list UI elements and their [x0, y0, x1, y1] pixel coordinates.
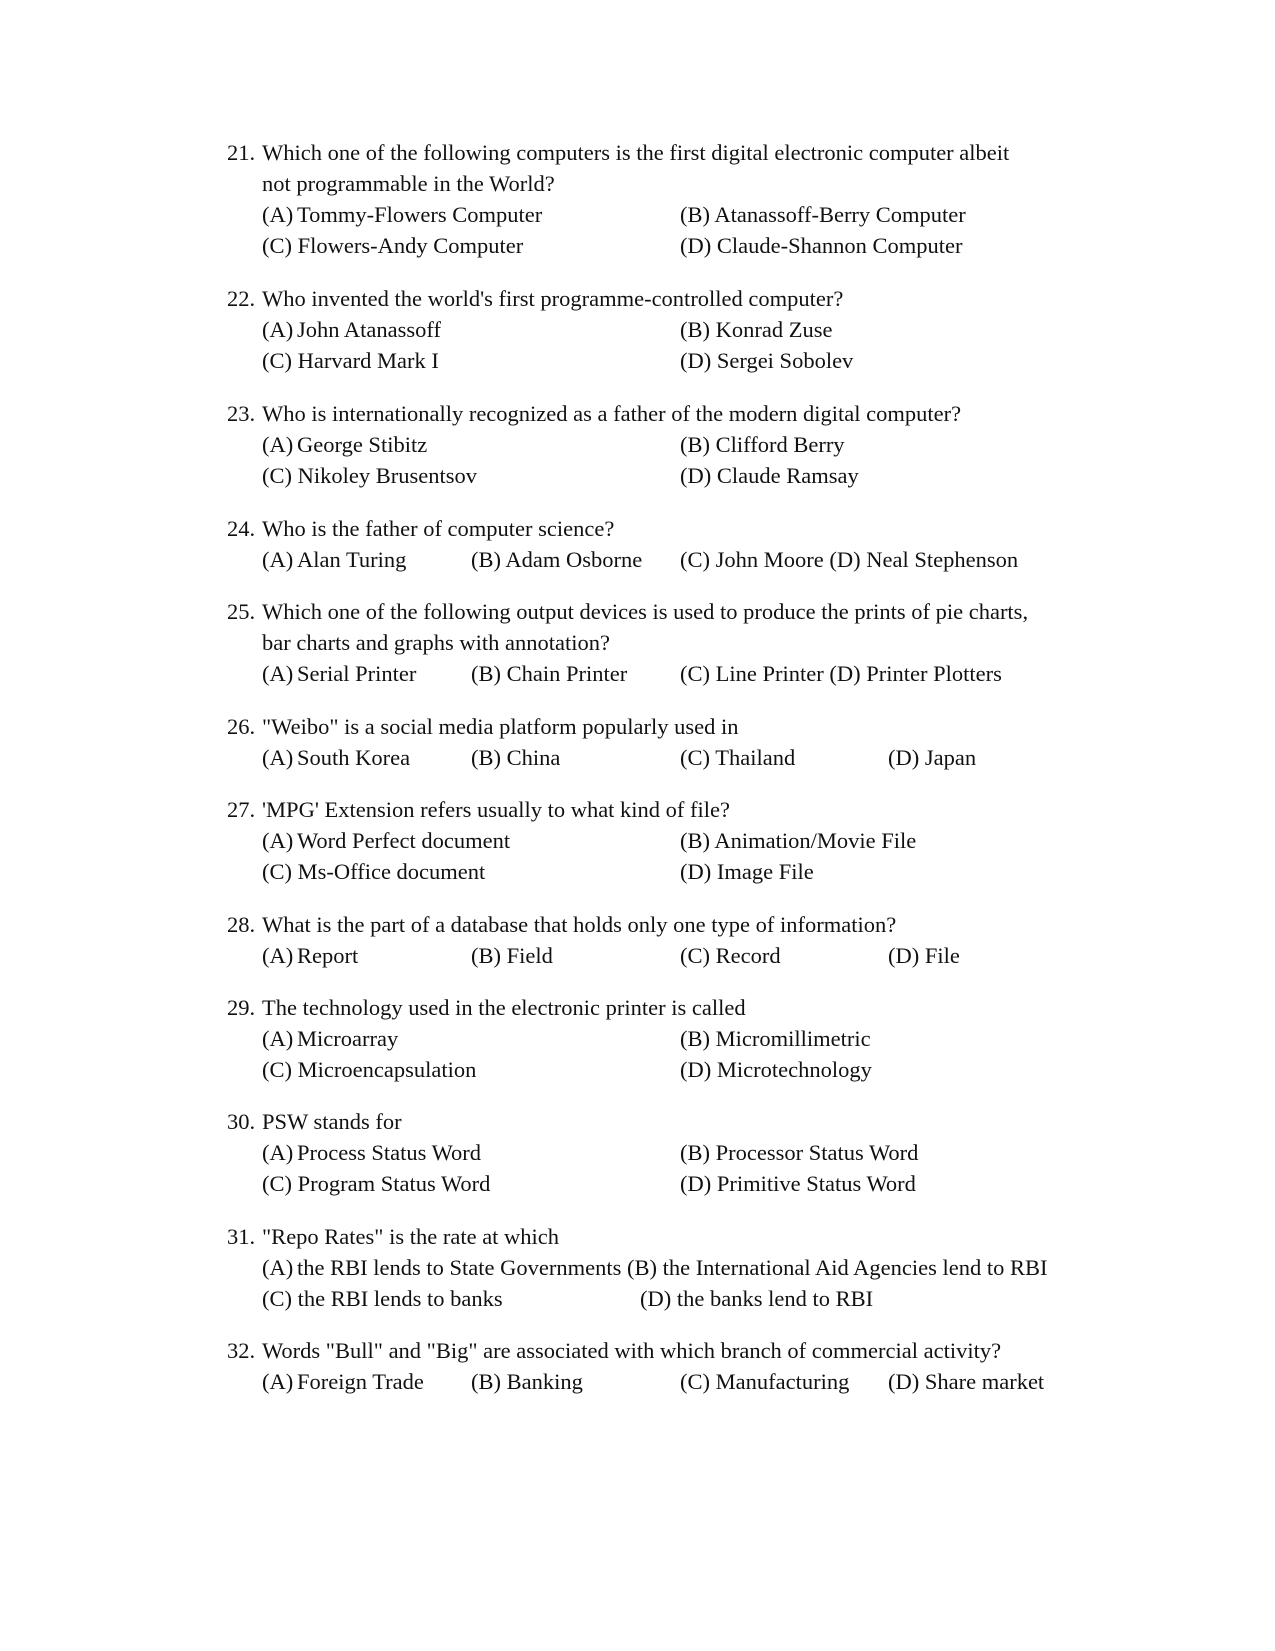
question-text: "Repo Rates" is the rate at which	[262, 1224, 560, 1249]
option-d: (D) Microtechnology	[680, 1057, 872, 1082]
question-number: 23.	[227, 401, 256, 426]
option-a: (A) Report	[262, 943, 359, 968]
option-c: (C) Record	[680, 943, 781, 968]
option-a: (A) John Atanassoff	[262, 317, 441, 342]
option-a: (A) Alan Turing	[262, 547, 407, 572]
option-d: (D) Share market	[888, 1369, 1045, 1394]
option-c: (C) Ms-Office document	[262, 859, 486, 884]
option-c: (C) Harvard Mark I	[262, 348, 439, 373]
option-d: (D) File	[888, 943, 960, 968]
option-a: (A) Serial Printer	[262, 661, 417, 686]
option-d: (D) Claude Ramsay	[680, 463, 859, 488]
option-b: (B) China	[471, 745, 561, 770]
question-number: 22.	[227, 286, 256, 311]
option-a: (A) Foreign Trade	[262, 1369, 424, 1394]
option-d: (D) Image File	[680, 859, 814, 884]
option-b: (B) Chain Printer	[471, 661, 628, 686]
option-b: (B) Micromillimetric	[680, 1026, 871, 1051]
option-c: (C) Microencapsulation	[262, 1057, 477, 1082]
question-23	[0, 398, 1275, 491]
question-number: 30.	[227, 1109, 256, 1134]
option-c: (C) the RBI lends to banks	[262, 1286, 503, 1311]
question-27	[0, 794, 1275, 887]
option-d: (D) Japan	[888, 745, 977, 770]
question-number: 31.	[227, 1224, 256, 1249]
question-text: Which one of the following output devices is used to produce the prints of pie charts,	[262, 599, 1029, 624]
question-text-continued: bar charts and graphs with annotation?	[262, 630, 611, 655]
option-d: (D) the banks lend to RBI	[640, 1286, 874, 1311]
option-c-d: (C) Line Printer (D) Printer Plotters	[680, 661, 1002, 686]
option-c: (C) Nikoley Brusentsov	[262, 463, 477, 488]
option-c: (C)	[680, 547, 710, 572]
question-text: Which one of the following computers is the first digital electronic computer albeit	[262, 140, 1010, 165]
option-a: (A) Microarray	[262, 1026, 399, 1051]
question-26	[0, 711, 1275, 773]
question-text-continued: not programmable in the World?	[262, 171, 555, 196]
question-29	[0, 992, 1275, 1085]
option-b: (B) Animation/Movie File	[680, 828, 917, 853]
option-a: (A) Word Perfect document	[262, 828, 511, 853]
question-32	[0, 1335, 1275, 1397]
option-a-b: (A) the RBI lends to State Governments (B) the International Aid Agencies lend to RBI	[262, 1252, 1048, 1283]
question-text: The technology used in the electronic printer is called	[262, 995, 746, 1020]
question-text: PSW stands for	[262, 1109, 402, 1134]
option-c-d: (C) John Moore (D) Neal Stephenson	[680, 547, 1019, 572]
option-b: (B) Atanassoff-Berry Computer	[680, 202, 966, 227]
question-25	[0, 596, 1275, 689]
question-text: Words "Bull" and "Big" are associated with which branch of commercial activity?	[262, 1338, 1002, 1363]
option-c: (C) Program Status Word	[262, 1171, 491, 1196]
question-30	[0, 1106, 1275, 1199]
option-a: (A) Process Status Word	[262, 1140, 482, 1165]
option-c: (C) Thailand	[680, 745, 796, 770]
option-b: (B)	[626, 1255, 657, 1280]
question-number: 26.	[227, 714, 256, 739]
question-number: 29.	[227, 995, 256, 1020]
question-24	[0, 513, 1275, 575]
question-number: 27.	[227, 797, 256, 822]
question-number: 32.	[227, 1338, 256, 1363]
question-22	[0, 283, 1275, 376]
option-d: (D) Sergei Sobolev	[680, 348, 854, 373]
question-number: 28.	[227, 912, 256, 937]
option-b: (B) Processor Status Word	[680, 1140, 919, 1165]
option-b: (B) Konrad Zuse	[680, 317, 833, 342]
question-text: Who is the father of computer science?	[262, 516, 615, 541]
question-text: Who is internationally recognized as a father of the modern digital computer?	[262, 401, 962, 426]
question-number: 24.	[227, 516, 256, 541]
option-d: (D)	[829, 547, 861, 572]
question-text: 'MPG' Extension refers usually to what kind of file?	[262, 797, 731, 822]
question-21	[0, 137, 1275, 261]
option-c: (C) Manufacturing	[680, 1369, 850, 1394]
option-c: (C) Flowers-Andy Computer	[262, 233, 524, 258]
option-b: (B) Adam Osborne	[471, 547, 643, 572]
option-a: (A) South Korea	[262, 745, 411, 770]
question-text: What is the part of a database that holds only one type of information?	[262, 912, 897, 937]
option-a: (A) George Stibitz	[262, 432, 428, 457]
option-d: (D)	[829, 661, 861, 686]
question-28	[0, 909, 1275, 971]
question-number: 21.	[227, 140, 256, 165]
option-a: (A)	[262, 1255, 294, 1280]
question-text: "Weibo" is a social media platform popularly used in	[262, 714, 739, 739]
option-b: (B) Field	[471, 943, 553, 968]
question-number: 25.	[227, 599, 256, 624]
option-a: (A) Tommy-Flowers Computer	[262, 202, 543, 227]
question-31	[0, 1221, 1275, 1314]
option-d: (D) Claude-Shannon Computer	[680, 233, 963, 258]
question-text: Who invented the world's first programme-controlled computer?	[262, 286, 844, 311]
option-b: (B) Clifford Berry	[680, 432, 845, 457]
option-b: (B) Banking	[471, 1369, 583, 1394]
option-d: (D) Primitive Status Word	[680, 1171, 916, 1196]
option-c: (C)	[680, 661, 710, 686]
